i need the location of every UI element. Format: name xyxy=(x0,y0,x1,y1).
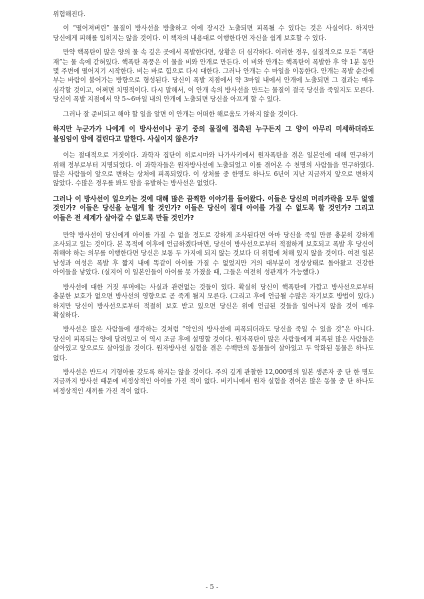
question-heading: 그러나 이 방사선이 일으키는 것에 대해 많은 끔찍한 이야기를 들어왔다. 이들은 당신의 머리카락을 모두 없앨 것인가? 이들은 당신을 눈멀게 할 것인가? 이들은 당신이 절대 아이를 가질 수 없도록 할 것인가? 그리고 이들은 전 세계가 살아갈 수 없도록 만들 것인가? xyxy=(53,194,374,223)
paragraph: 만약 핵폭탄이 많은 양의 물 속 깊은 곳에서 폭발한다면, 상황은 더 심각하다. 이러한 경우, 실질적으로 모든 “폭탄 재”는 물 속에 갇혀있다. 핵폭탄 폭풍은 이 물을 비와 안개로 만든다. 이 비와 안개는 핵폭탄이 폭발한 후 약 1분 동안 몇 주변에 떨어지기 시작한다. 비는 바로 힘으로 다시 대한다. 그러나 안개는 수 마일을 이동한다. 안개는 폭발 순간에 부는 바람이 불어가는 방향으로 형성된다. 당신이 폭발 지점에서 약 3마일 내에서 안개에 노출되면 그 결과는 매우 심각할 것이고, 어쩌면 치명적이다. 다시 말해서, 이 안개 속의 방사선을 만드는 물질이 결국 당신을 죽일지도 모른다. 당신이 폭발 지점에서 약 5~6마일 내의 안개에 노출되면 당신을 아프게 할 수 있다. xyxy=(53,49,374,104)
paragraph: 방사선에 대한 거짓 루머에는 사실과 관련없는 것들이 있다. 확실히 당신이 핵폭탄에 가깝고 방사선으로부터 충분한 보호가 없으면 방사선의 영향으로 곧 죽게 될지 모른다. (그리고 후에 언급될 수많은 자기보호 방법이 있다.) 하지만 당신이 방사선으로부터 적절히 보호 받고 있으면 당신은 위에 언급된 것들을 일어나지 않을 것이 매우 확실하다. xyxy=(53,283,374,319)
paragraph: 방사선은 반드시 기형아를 갖도록 하지는 않을 것이다. 주의 깊게 관찰한 12,000명의 일본 생존자 중 단 한 명도 지금까지 방사선 때문에 비정상적인 아이를 가진 적이 없다. 비키니에서 원자 실험을 겪어온 많은 동물 중 단 하나도 비정상적인 새끼를 가진 적이 없다. xyxy=(53,368,374,395)
page-number: - 5 - xyxy=(205,583,219,591)
paragraph: 위험해진다. xyxy=(53,11,86,18)
question-heading: 하지만 누군가가 나에게 이 방사선이나 공기 중의 물질에 접촉된 누구든지 그 양이 아무리 미세하더라도 불임임이 암에 걸린다고 말한다. 사실이지 않은가? xyxy=(53,125,374,143)
paragraph: 방사선은 많은 사람들에 생각하는 것처럼 “악인의 방사선에 피폭되더라도 당신을 죽일 수 있을 것”은 아니다. 당신이 피폭되는 양에 달려있고 이 역시 조금 후에 설명할 것이다. 원자폭탄이 많은 사람들에게 피폭된 많은 사람들은 살아있고 앞으로도 살아있을 것이다. 원자방사선 실험을 겪은 수백만의 동물들이 살아있고 두 악화된 동물은 하나도 없다. xyxy=(53,326,374,362)
paragraph: 그러나 잘 준비되고 해야 할 일을 알면 이 안개는 어떠한 해로움도 가하지 않을 것이다. xyxy=(63,110,298,118)
paragraph: 이 “떨어져버린” 물질이 방사선을 방출하고 이에 장시간 노출되면 피폭될 수 있다는 것은 사실이다. 하지만 당신에게 피해를 입히지는 않을 것이다. 이 책자의 내용대로 이행한다면 자신을 쉽게 보호할 수 있다. xyxy=(53,25,374,42)
paragraph: 만약 방사선이 당신에게 아이를 가질 수 없을 정도로 강하게 조사된다면 아마 당신을 죽일 만큼 충분히 강하게 조사되고 있는 것이다. 본 목적에 이후에 언급하겠다마면, 당신이 방사선으로부터 적절하게 보호되고 폭발 후 당신이 취해야 하는 의무를 이행한다면 당신은 보통 두 가지에 되지 않는 것보다 더 위험에 처해 있지 않을 것이다. 여전 일본 남성과 여성은 폭발 후 짧지 내에 똑같이 아이를 가질 수 없었지만 거의 대부분이 정상상태로 돌아왔고 건강한 아이들을 낳았다. (실지어 이 일본인들이 아이를 못 가졌을 때, 그들은 여전히 성관계가 가능했다.) xyxy=(53,231,374,277)
paragraph: 이는 절대적으로 거짓이다. 과학자 집단이 히로시마와 나가사키에서 원자폭탄을 겪은 일본인에 대해 연구하기 위해 정부로부터 지명되었다. 이 과학자들은 원자방사선에 노출되었고 이를 겪어온 수 천명의 사람들을 연구하였다. 많은 사람들이 앞으로 변하는 상처에 피폭되었다. 이 상처를 중 한명도 하나도 6년이 지난 지금까지 앞으로 변하지 않았다. 수많은 경우를 봐도 암을 유발하는 방사선은 없었다. xyxy=(53,152,374,188)
